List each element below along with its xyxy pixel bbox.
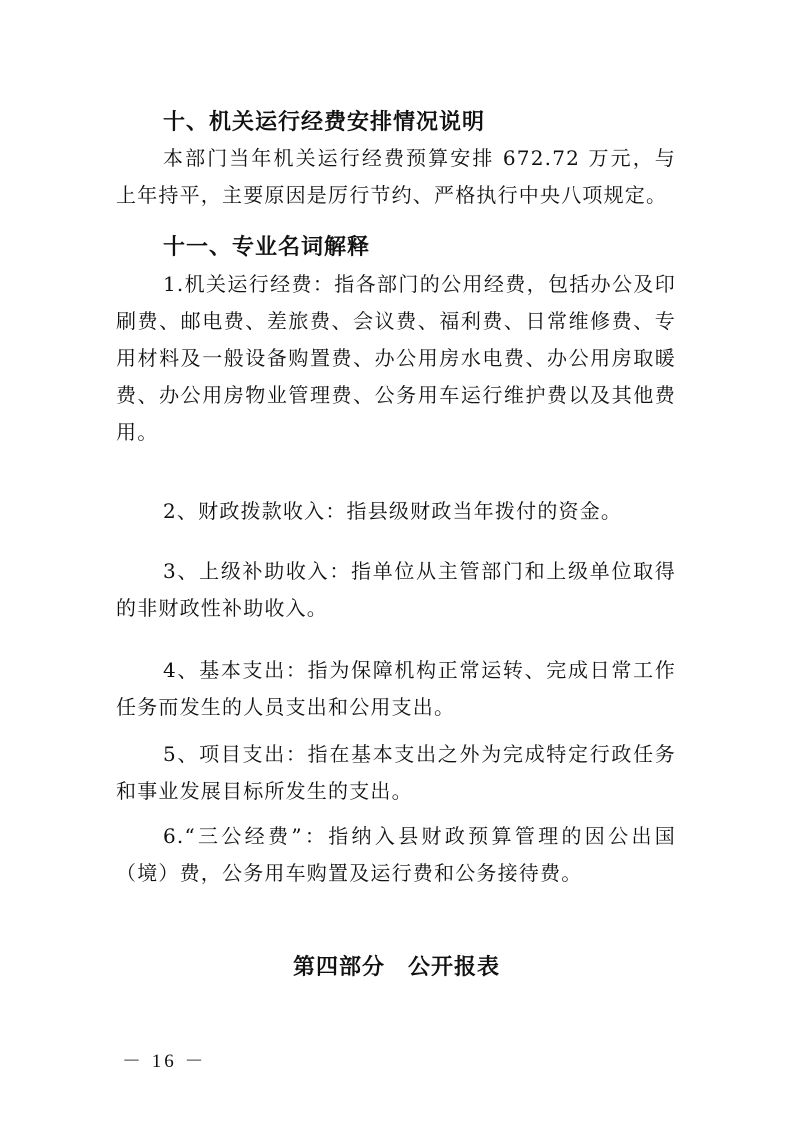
section-heading-10: 十、机关运行经费安排情况说明 xyxy=(163,110,486,135)
definition-item-3: 3、上级补助收入：指单位从主管部门和上级单位取得的非财政性补助收入。 xyxy=(116,559,676,620)
definition-item-4: 4、基本支出：指为保障机构正常运转、完成日常工作任务而发生的人员支出和公用支出。 xyxy=(116,658,676,719)
section-heading-11: 十一、专业名词解释 xyxy=(163,235,371,260)
part-title: 第四部分 公开报表 xyxy=(292,955,500,980)
definition-item-5: 5、项目支出：指在基本支出之外为完成特定行政任务和事业发展目标所发生的支出。 xyxy=(116,742,676,803)
page-number: － 16 － xyxy=(122,1051,207,1072)
definition-item-6: 6.“三公经费”：指纳入县财政预算管理的因公出国（境）费，公务用车购置及运行费和公务接待费。 xyxy=(116,824,676,885)
definition-item-2: 2、财政拨款收入：指县级财政当年拨付的资金。 xyxy=(163,499,623,523)
definition-item-1: 1.机关运行经费：指各部门的公用经费，包括办公及印刷费、邮电费、差旅费、会议费、福利费、日常维修费、专用材料及一般设备购置费、办公用房水电费、办公用房取暖费、办公用房物业管理费、公务用车运行维护费以及其他费用。 xyxy=(116,272,676,444)
paragraph-operating-expenses: 本部门当年机关运行经费预算安排 672.72 万元，与上年持平，主要原因是厉行节约、严格执行中央八项规定。 xyxy=(116,146,676,207)
